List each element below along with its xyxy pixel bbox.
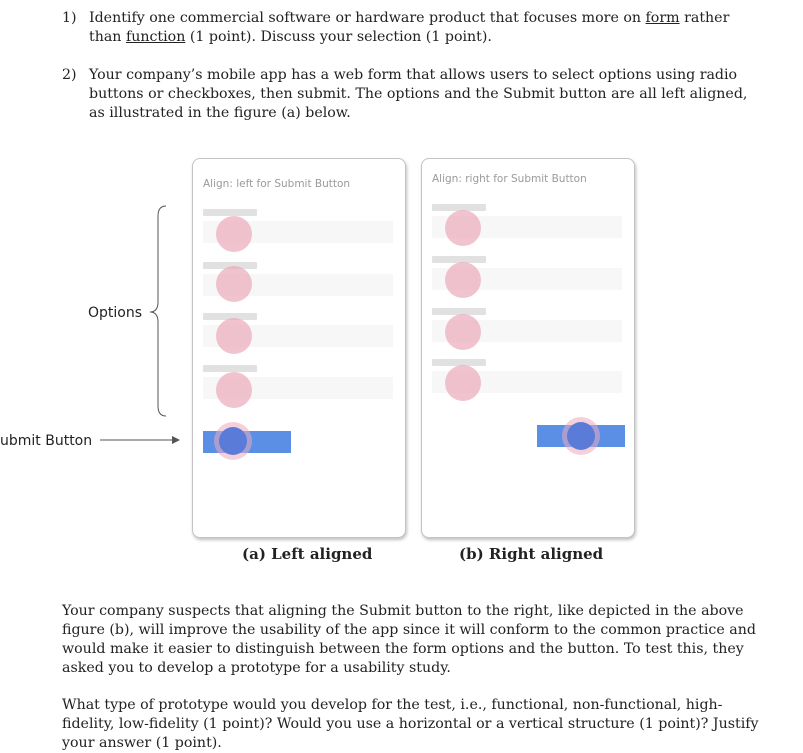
option-touch-target — [445, 365, 481, 401]
submit-touch-point — [567, 422, 595, 450]
phone-title: Align: left for Submit Button — [203, 178, 351, 190]
question-text: Your company’s mobile app has a web form that allows users to select options using radio buttons or checkboxes, then submit. The options and the Submit button are all left aligned, as illustrated in the figure (a) below. — [89, 67, 748, 121]
submit-touch-point — [219, 427, 247, 455]
option-label-bar — [203, 209, 257, 216]
paragraph-question: What type of prototype would you develop for the test, i.e., functional, non-functional, high-fidelity, low-fidelity (1 point)? Would you use a horizontal or a vertical structure (1 point)? Justify your answer (1 point). — [62, 697, 759, 751]
q1-form-word: form — [645, 10, 680, 26]
question-number: 1) — [62, 10, 77, 26]
arrow-right-icon — [100, 434, 182, 446]
option-touch-target — [216, 266, 252, 302]
options-label: Options — [88, 305, 143, 321]
question-text — [89, 9, 761, 47]
option-touch-target — [445, 262, 481, 298]
phone-mockup-right — [421, 158, 635, 538]
option-label-bar — [203, 365, 257, 372]
paragraph-context: Your company suspects that aligning the Submit button to the right, like depicted in the above figure (b), will improve the usability of the app since it will conform to the common practice and would make it easier to distinguish between the form options and the button. To test this, they asked you to develop a prototype for a usability study. — [62, 603, 756, 676]
option-touch-target — [216, 372, 252, 408]
phone-mockup-left — [192, 158, 406, 538]
option-touch-target — [216, 216, 252, 252]
q1-text-c: (1 point). Discuss your selection (1 point). — [185, 29, 492, 45]
question-number: 2) — [62, 67, 77, 83]
options-brace — [148, 204, 172, 418]
option-touch-target — [445, 314, 481, 350]
q1-function-word: function — [125, 29, 186, 45]
option-touch-target — [445, 210, 481, 246]
q1-text-b: rather than — [89, 10, 730, 45]
q1-text-a: Identify one commercial software or hardware product that focuses more on — [89, 10, 646, 26]
option-touch-target — [216, 318, 252, 354]
caption-right-aligned: (b) Right aligned — [459, 545, 604, 563]
submit-button-label: ubmit Button — [0, 433, 93, 449]
caption-left-aligned: (a) Left aligned — [242, 545, 373, 563]
phone-title: Align: right for Submit Button — [432, 173, 587, 185]
